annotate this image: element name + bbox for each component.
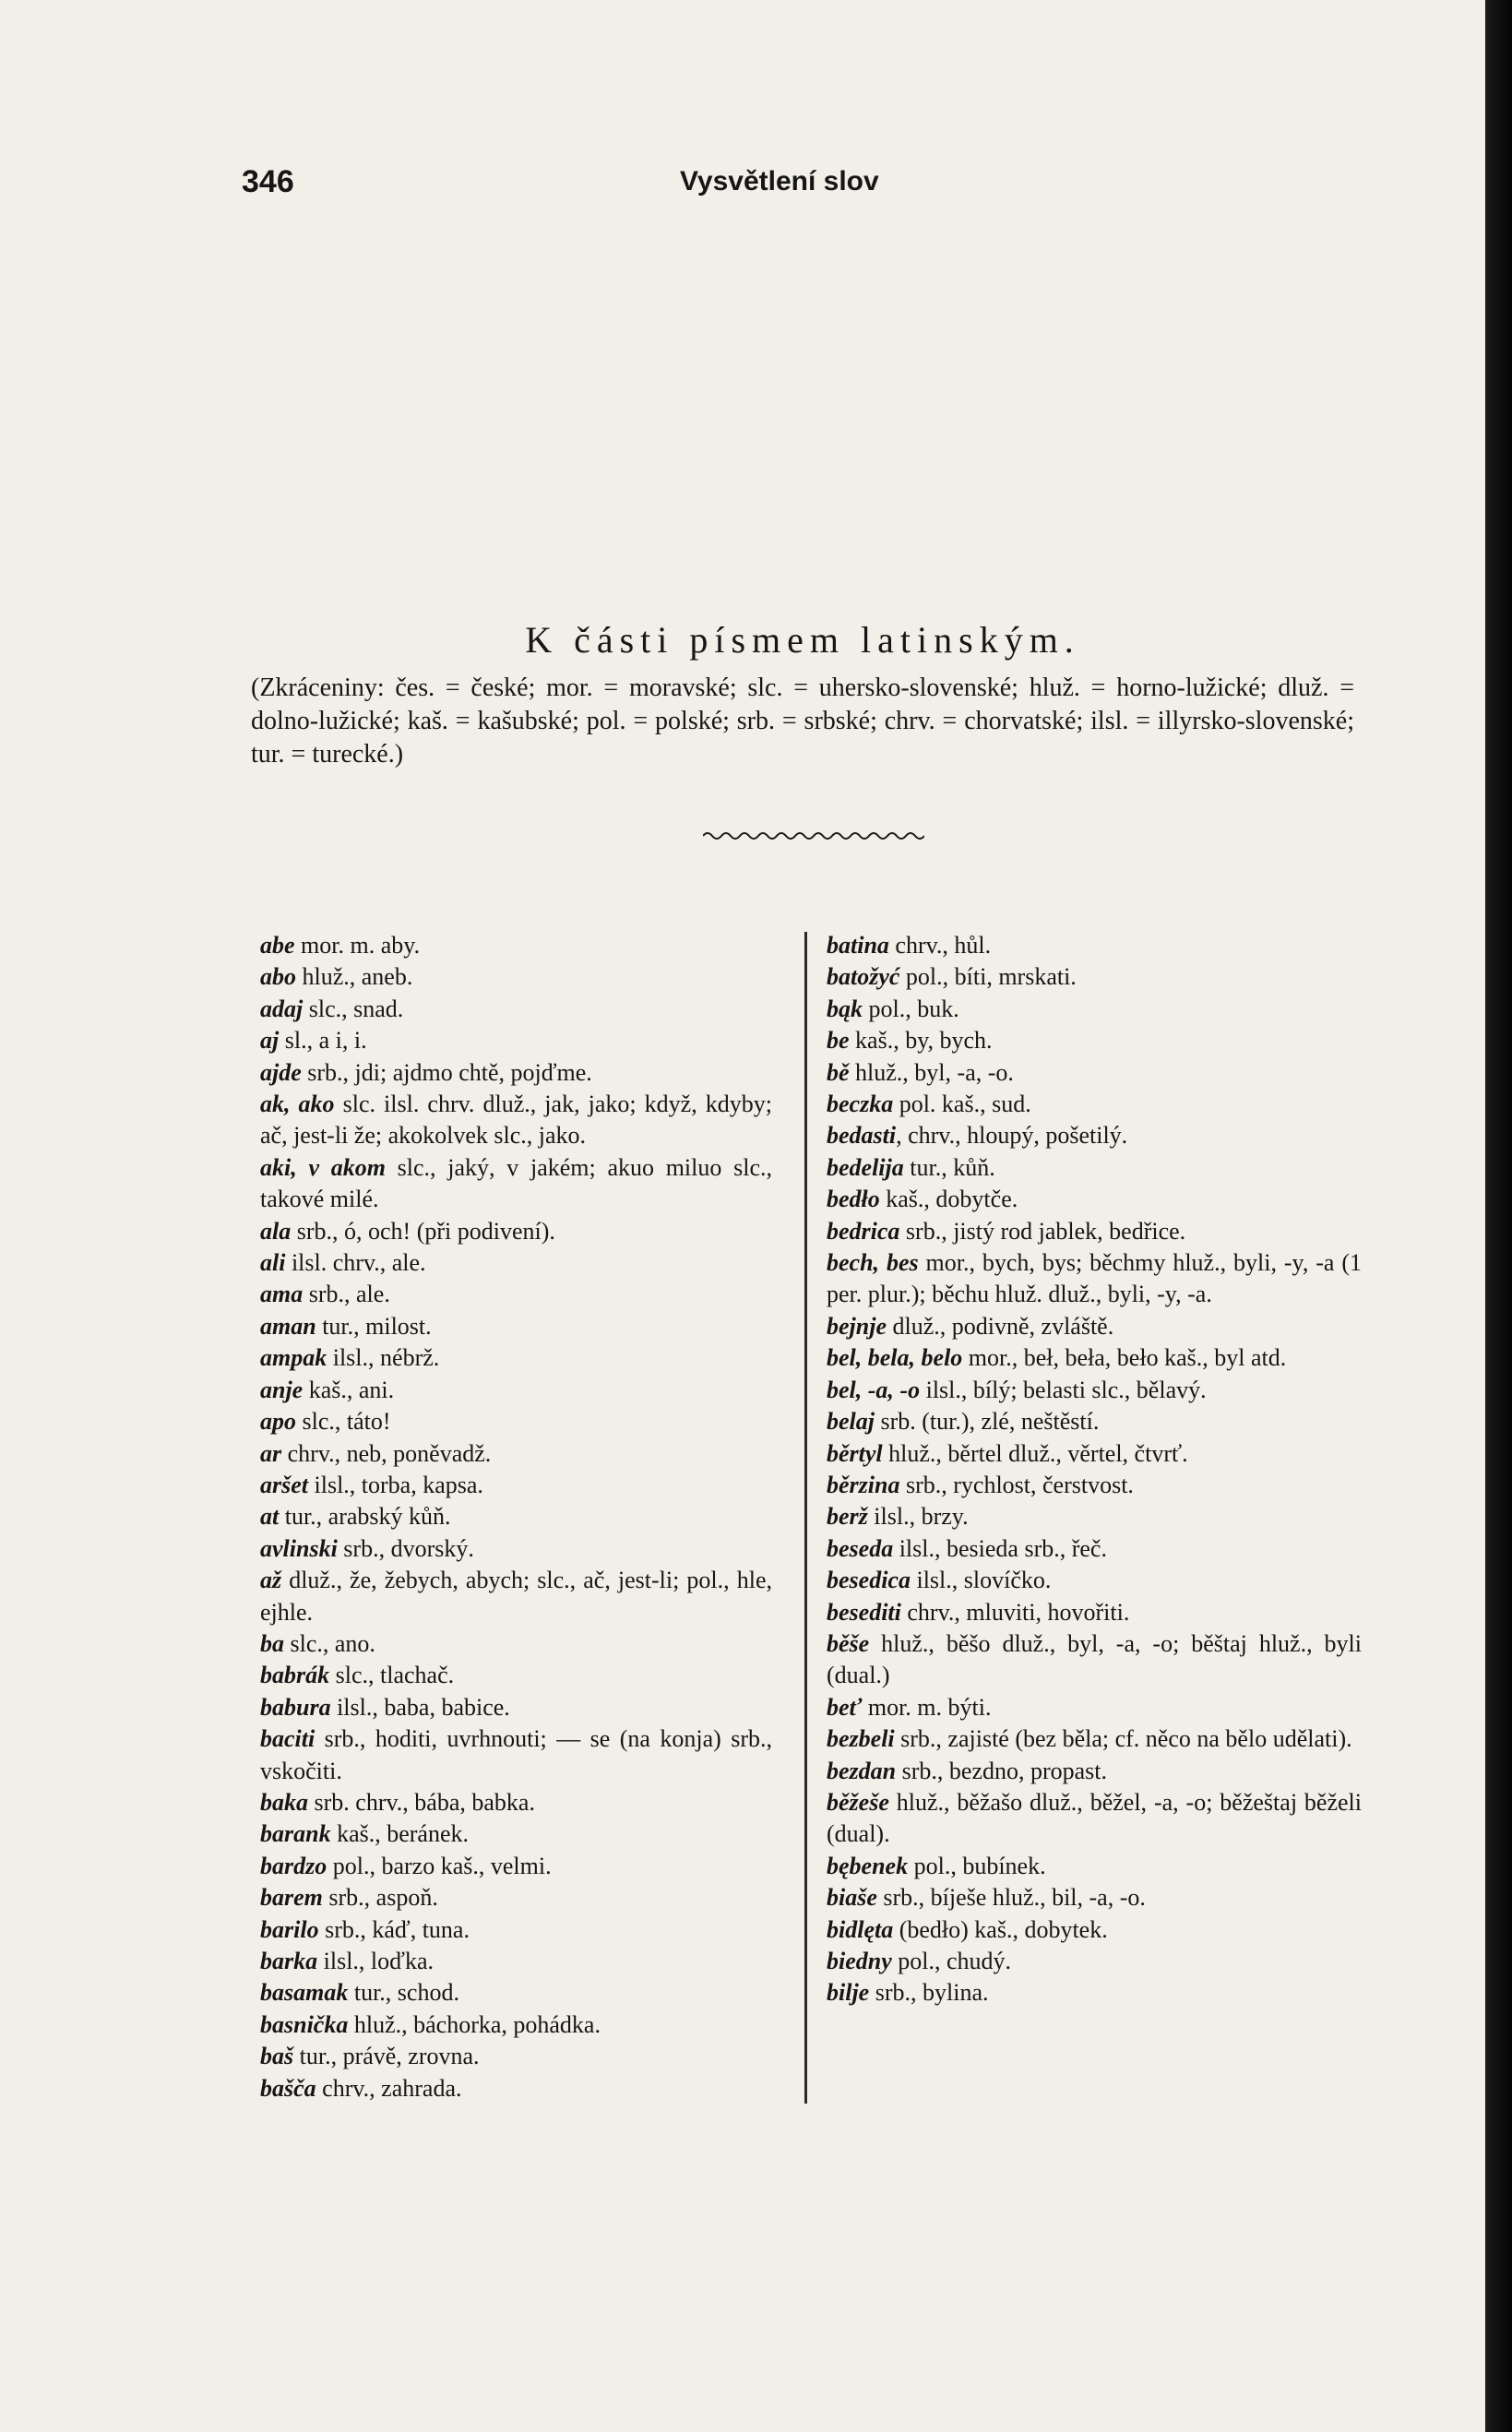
- running-title: Vysvětlení slov: [680, 166, 879, 197]
- entry-definition: hluž., běžašo dluž., běžel, -a, -o; běžeštaj běželi (dual).: [827, 1788, 1362, 1848]
- entry-headword: aman: [260, 1312, 316, 1340]
- entry-headword: bejnje: [827, 1312, 887, 1340]
- glossary-entry: [260, 1533, 772, 1565]
- wavy-divider-ornament: [703, 830, 924, 841]
- entry-headword: ama: [260, 1281, 304, 1308]
- entry-definition: hluž., běšo dluž., byl, -a, -o; běštaj hluž., byli (dual.): [827, 1629, 1362, 1689]
- entry-definition: ilsl., baba, babice.: [330, 1693, 510, 1721]
- entry-definition: kaš., dobytče.: [879, 1186, 1018, 1213]
- entry-definition: mor. m. býti.: [862, 1693, 992, 1721]
- glossary-entry: [260, 1565, 772, 1628]
- entry-headword: besediti: [827, 1598, 901, 1626]
- glossary-entry: [260, 1882, 772, 1913]
- entry-headword: babrák: [260, 1662, 330, 1689]
- entry-headword: aršet: [260, 1471, 308, 1498]
- entry-headword: ar: [260, 1439, 282, 1467]
- entry-headword: barank: [260, 1820, 331, 1848]
- entry-definition: srb., dvorský.: [337, 1534, 474, 1562]
- glossary-entry: [260, 1977, 772, 2009]
- entry-definition: srb., bezdno, propast.: [896, 1757, 1108, 1784]
- entry-headword: at: [260, 1503, 280, 1531]
- entry-definition: tur., právě, zrovna.: [293, 2043, 480, 2070]
- entry-definition: mor., beł, beła, beło kaš., byl atd.: [962, 1344, 1287, 1372]
- entry-definition: srb., bylina.: [869, 1979, 989, 2007]
- glossary-entry: [827, 1501, 1362, 1532]
- entry-definition: srb., ó, och! (při podivení).: [291, 1217, 555, 1245]
- entry-headword: ala: [260, 1217, 292, 1245]
- entry-definition: pol., barzo kaš., velmi.: [327, 1852, 552, 1879]
- glossary-entry: [827, 1057, 1362, 1089]
- column-divider: [804, 932, 807, 2104]
- entry-headword: beť: [827, 1693, 863, 1721]
- entry-headword: abe: [260, 932, 295, 959]
- entry-headword: barem: [260, 1884, 323, 1912]
- entry-definition: (bedło) kaš., dobytek.: [893, 1915, 1108, 1943]
- glossary-entry: [260, 994, 772, 1025]
- glossary-entry: [260, 1089, 772, 1152]
- entry-definition: ilsl. chrv., ale.: [285, 1249, 426, 1277]
- entry-definition: dluž., podivně, zvláště.: [887, 1312, 1114, 1340]
- entry-headword: ampak: [260, 1344, 327, 1372]
- entry-headword: avlinski: [260, 1534, 338, 1562]
- glossary-entry: [827, 1470, 1362, 1501]
- entry-headword: batina: [827, 932, 889, 959]
- glossary-entry: [260, 1342, 772, 1374]
- entry-headword: aj: [260, 1027, 280, 1055]
- entry-definition: slc., jaký, v jakém; akuo miluo slc., takové milé.: [260, 1153, 772, 1213]
- glossary-entry: [260, 1946, 772, 1977]
- entry-headword: barka: [260, 1948, 318, 1974]
- entry-definition: pol. kaš., sud.: [893, 1091, 1031, 1118]
- glossary-entry: [827, 1565, 1362, 1596]
- glossary-entry: [827, 1375, 1362, 1406]
- glossary-entry: [260, 2073, 772, 2104]
- glossary-entry: [260, 1787, 772, 1818]
- glossary-entry: [827, 1342, 1362, 1374]
- entry-headword: biaše: [827, 1884, 877, 1912]
- entry-headword: běrtyl: [827, 1439, 883, 1467]
- entry-definition: ilsl., slovíčko.: [910, 1567, 1052, 1594]
- glossary-entry: [827, 1851, 1362, 1882]
- glossary-entry: [260, 1152, 772, 1216]
- entry-definition: hluž., báchorka, pohádka.: [348, 2010, 601, 2038]
- glossary-entry: [827, 1152, 1362, 1184]
- entry-definition: chrv., neb, poněvadž.: [281, 1439, 492, 1467]
- entry-headword: bedelija: [827, 1153, 904, 1181]
- glossary-entry: [827, 1533, 1362, 1565]
- entry-headword: apo: [260, 1408, 296, 1436]
- glossary-entry: [260, 1279, 772, 1310]
- glossary-entry: [260, 1628, 772, 1660]
- glossary-entry: [260, 1501, 772, 1532]
- glossary-entry: [827, 994, 1362, 1025]
- entry-definition: sl., a i, i.: [279, 1027, 367, 1055]
- entry-headword: beseda: [827, 1534, 894, 1562]
- entry-headword: belaj: [827, 1408, 875, 1436]
- entry-definition: pol., chudý.: [891, 1948, 1012, 1974]
- entry-headword: baka: [260, 1788, 308, 1816]
- glossary-entry: [827, 1882, 1362, 1913]
- glossary-entry: [827, 1756, 1362, 1787]
- entry-definition: tur., milost.: [315, 1312, 432, 1340]
- entry-definition: hluž., běrtel dluž., věrtel, čtvrť.: [882, 1439, 1188, 1467]
- glossary-entry: [260, 1311, 772, 1342]
- entry-headword: biedny: [827, 1948, 892, 1974]
- glossary-entry: [260, 1025, 772, 1056]
- entry-definition: kaš., ani.: [303, 1376, 395, 1403]
- entry-definition: srb., jdi; ajdmo chtě, pojďme.: [301, 1058, 592, 1086]
- entry-definition: kaš., by, bych.: [849, 1027, 993, 1055]
- entry-headword: ajde: [260, 1058, 302, 1086]
- entry-headword: bębenek: [827, 1852, 909, 1879]
- entry-definition: slc., snad.: [303, 995, 404, 1022]
- entry-definition: pol., bíti, mrskati.: [899, 963, 1077, 991]
- glossary-entry: [827, 1311, 1362, 1342]
- glossary-entry: [260, 2009, 772, 2041]
- entry-definition: pol., buk.: [863, 995, 959, 1022]
- entry-headword: ak, ako: [260, 1091, 335, 1118]
- abbreviations-note: (Zkráceniny: čes. = české; mor. = moravské; slc. = uhersko-slovenské; hluž. = horno-lužické; dluž. = dolno-lužické; kaš. = kašubské; pol. = polské; srb. = srbské; chrv. = chorvatské; ilsl. = illyrsko-slovenské; tur. = turecké.): [251, 674, 1354, 769]
- entry-definition: srb., rychlost, čerstvost.: [899, 1471, 1134, 1498]
- entry-headword: běše: [827, 1629, 870, 1657]
- entry-headword: bel, bela, belo: [827, 1344, 963, 1372]
- glossary-entry: [827, 1628, 1362, 1692]
- entry-headword: adaj: [260, 995, 304, 1022]
- entry-definition: mor., bych, bys; běchmy hluž., byli, -y, -a (1 per. plur.); běchu hluž. dluž., byli, -y, -a.: [827, 1249, 1363, 1308]
- entry-headword: ali: [260, 1249, 286, 1277]
- glossary-entry: [827, 1946, 1362, 1977]
- glossary-entry: [260, 1851, 772, 1882]
- glossary-entry: [260, 1375, 772, 1406]
- entry-headword: baš: [260, 2043, 294, 2070]
- entry-headword: besedica: [827, 1567, 911, 1594]
- entry-headword: bąk: [827, 995, 863, 1022]
- glossary-entry: [827, 1184, 1362, 1215]
- entry-headword: bedasti: [827, 1122, 897, 1150]
- entry-headword: batožyć: [827, 963, 900, 991]
- glossary-entry: [260, 930, 772, 961]
- entry-headword: bezbeli: [827, 1725, 895, 1753]
- entry-headword: bedło: [827, 1186, 880, 1213]
- glossary-entry: [260, 1057, 772, 1089]
- entry-definition: srb., hoditi, uvrhnouti; — se (na konja) srb., vskočiti.: [260, 1725, 772, 1784]
- entry-definition: srb., bíješe hluž., bil, -a, -o.: [876, 1884, 1146, 1912]
- entry-headword: babura: [260, 1693, 331, 1721]
- entry-headword: aki, v akom: [260, 1153, 386, 1181]
- glossary-entry: [260, 1438, 772, 1470]
- entry-definition: chrv., mluviti, hovořiti.: [900, 1598, 1130, 1626]
- entry-definition: kaš., beránek.: [330, 1820, 470, 1848]
- entry-headword: bech, bes: [827, 1249, 919, 1277]
- entry-definition: srb., ale.: [303, 1281, 390, 1308]
- entry-definition: pol., bubínek.: [908, 1852, 1046, 1879]
- entry-definition: srb., káď, tuna.: [318, 1915, 470, 1943]
- entry-definition: ilsl., bílý; belasti slc., bělavý.: [920, 1376, 1207, 1403]
- glossary-entry: [827, 1914, 1362, 1946]
- entry-definition: tur., kůň.: [903, 1153, 995, 1181]
- glossary-entry: [827, 1723, 1362, 1755]
- entry-headword: bardzo: [260, 1852, 327, 1879]
- entry-headword: běrzina: [827, 1471, 900, 1498]
- glossary-entry: [827, 1438, 1362, 1470]
- entry-definition: chrv., zahrada.: [315, 2074, 462, 2102]
- glossary-entry: [827, 930, 1362, 961]
- entry-headword: bašča: [260, 2074, 316, 2102]
- book-spine-edge: [1485, 0, 1512, 2432]
- glossary-entry: [260, 1818, 772, 1850]
- glossary-entry: [827, 1977, 1362, 2009]
- entry-definition: ilsl., besieda srb., řeč.: [893, 1534, 1107, 1562]
- entry-definition: ilsl., brzy.: [867, 1503, 969, 1531]
- glossary-entry: [827, 1787, 1362, 1851]
- glossary-entry: [260, 1660, 772, 1691]
- glossary-entry: [827, 1247, 1362, 1311]
- entry-definition: srb. (tur.), zlé, neštěstí.: [875, 1408, 1100, 1436]
- glossary-entry: [827, 1597, 1362, 1628]
- entry-headword: beczka: [827, 1091, 894, 1118]
- entry-headword: basamak: [260, 1979, 349, 2007]
- entry-headword: běžeše: [827, 1788, 889, 1816]
- page-header: [242, 164, 1349, 205]
- entry-headword: bezdan: [827, 1757, 897, 1784]
- entry-definition: dluž., že, žebych, abych; slc., ač, jest-li; pol., hle, ejhle.: [260, 1567, 772, 1626]
- glossary-entry: [827, 1406, 1362, 1437]
- glossary-entry: [260, 1914, 772, 1946]
- entry-headword: barilo: [260, 1915, 319, 1943]
- glossary-entry: [827, 1089, 1362, 1120]
- entry-headword: ba: [260, 1629, 284, 1657]
- entry-definition: slc. ilsl. chrv. dluž., jak, jako; když, kdyby; ač, jest-li že; akokolvek slc., jako.: [260, 1091, 772, 1150]
- entry-definition: srb., zajisté (bez běla; cf. něco na bělo udělati).: [894, 1725, 1352, 1753]
- entry-definition: chrv., hůl.: [888, 932, 992, 959]
- glossary-entry: [827, 1692, 1362, 1723]
- entry-definition: ilsl., torba, kapsa.: [308, 1471, 483, 1498]
- section-title: K části písmem latinským.: [525, 619, 1080, 661]
- entry-definition: slc., ano.: [284, 1629, 375, 1657]
- entry-headword: bě: [827, 1058, 850, 1086]
- entry-definition: slc., tlachač.: [329, 1662, 455, 1689]
- entry-definition: hluž., byl, -a, -o.: [849, 1058, 1014, 1086]
- glossary-entry: [827, 1025, 1362, 1056]
- glossary-entry: [260, 1723, 772, 1787]
- entry-headword: bilje: [827, 1979, 870, 2007]
- glossary-entry: [827, 1120, 1362, 1151]
- entry-headword: abo: [260, 963, 296, 991]
- entry-headword: basnička: [260, 2010, 349, 2038]
- entry-definition: ilsl., nébrž.: [327, 1344, 440, 1372]
- entry-definition: tur., arabský kůň.: [279, 1503, 451, 1531]
- entry-definition: , chrv., hloupý, pošetilý.: [896, 1122, 1128, 1150]
- entry-definition: srb., aspoň.: [322, 1884, 438, 1912]
- page-number: 346: [242, 164, 294, 199]
- glossary-entry: [260, 2041, 772, 2072]
- glossary-entry: [827, 961, 1362, 993]
- entry-headword: bidlęta: [827, 1915, 894, 1943]
- entry-headword: berž: [827, 1503, 868, 1531]
- entry-headword: až: [260, 1567, 282, 1594]
- entry-headword: bel, -a, -o: [827, 1376, 921, 1403]
- glossary-entry: [260, 1470, 772, 1501]
- glossary-entry: [260, 1692, 772, 1723]
- entry-definition: hluž., aneb.: [296, 963, 413, 991]
- glossary-entry: [260, 1247, 772, 1279]
- glossary-entry: [260, 961, 772, 993]
- entry-headword: be: [827, 1027, 850, 1055]
- entry-definition: srb. chrv., bába, babka.: [308, 1788, 535, 1816]
- glossary-entry: [260, 1216, 772, 1247]
- entry-definition: slc., táto!: [296, 1408, 391, 1436]
- entry-headword: bedrica: [827, 1217, 900, 1245]
- glossary-left-column: [260, 930, 772, 2104]
- entry-definition: tur., schod.: [348, 1979, 459, 2007]
- glossary-entry: [827, 1216, 1362, 1247]
- entry-definition: ilsl., loďka.: [317, 1948, 434, 1974]
- glossary-entry: [260, 1406, 772, 1437]
- entry-headword: baciti: [260, 1725, 315, 1753]
- entry-definition: mor. m. aby.: [294, 932, 421, 959]
- entry-headword: anje: [260, 1376, 304, 1403]
- entry-definition: srb., jistý rod jablek, bedřice.: [899, 1217, 1186, 1245]
- glossary-right-column: [827, 930, 1362, 2009]
